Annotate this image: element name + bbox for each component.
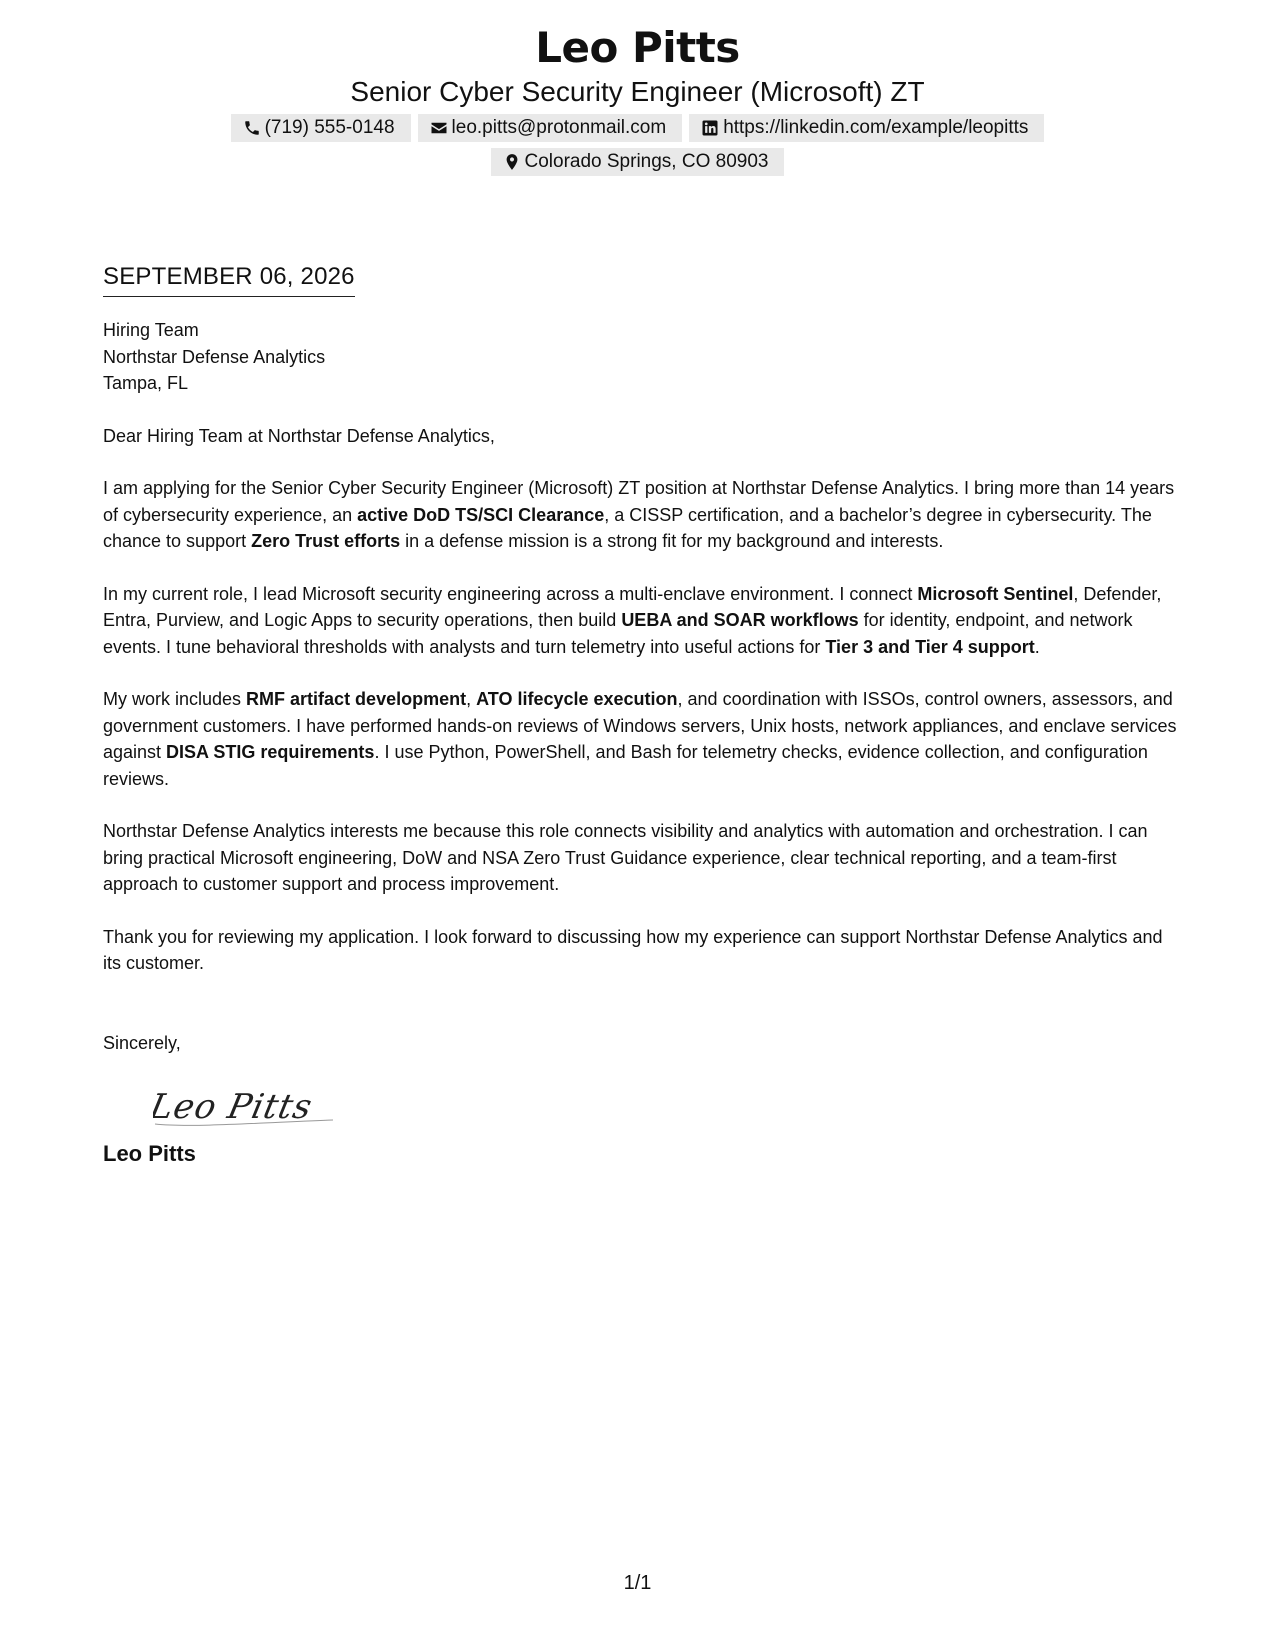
bold-run: UEBA and SOAR workflows — [621, 610, 859, 630]
text-run: I am applying for the Senior Cyber Security Engineer (Microsoft) ZT position at Northstar Defense Analytics. I bring more than 14 years of cybersecurity experience, an — [103, 478, 1175, 525]
signature-image — [153, 1076, 373, 1136]
linkedin-chip[interactable] — [689, 114, 1044, 142]
phone-chip[interactable] — [231, 114, 411, 142]
linkedin-url: https://linkedin.com/example/leopitts — [723, 117, 1029, 138]
text-run: , a CISSP certification, and a bachelor’s degree in cybersecurity. The chance to support — [103, 504, 1152, 551]
text-run: , Defender, Entra, Purview, and Logic Apps to security operations, then build — [103, 583, 1162, 630]
envelope-icon — [430, 119, 448, 137]
text-run: in a defense mission is a strong fit for my background and interests. — [400, 531, 944, 551]
location-text: Colorado Springs, CO 80903 — [524, 151, 769, 172]
bold-run: Tier 3 and Tier 4 support — [825, 636, 1035, 657]
handwritten-signature — [153, 1076, 1183, 1136]
bold-run: DISA STIG requirements — [166, 742, 375, 762]
location-row — [0, 148, 1275, 176]
email-chip[interactable] — [418, 114, 683, 142]
recipient-line: Tampa, FL — [103, 373, 189, 393]
paragraph-4: Northstar Defense Analytics interests me because this role connects visibility and analytics with automation and orchestration. I can bring practical Microsoft engineering, DoW and NSA Zero Trust Guidance experience, clear technical reporting, and a team-first approach to customer support and process improvement. — [103, 821, 1148, 894]
location-chip — [491, 148, 785, 176]
letter-date: SEPTEMBER 06, 2026 — [103, 262, 355, 297]
bold-run: active DoD TS/SCI Clearance — [357, 504, 605, 525]
text-run: . — [1034, 636, 1040, 657]
bold-run: RMF artifact development — [246, 689, 467, 709]
contact-row — [0, 114, 1275, 142]
paragraph-3 — [103, 686, 1183, 792]
letter-body — [103, 262, 1183, 1168]
map-marker-icon — [503, 153, 521, 171]
text-run: My work includes — [103, 689, 247, 709]
signature-text: Leo Pitts — [153, 1087, 317, 1127]
text-run: In my current role, I lead Microsoft security engineering across a multi-enclave environment. I connect — [103, 583, 918, 604]
email-address: leo.pitts@protonmail.com — [451, 117, 667, 138]
text-run: . I use Python, PowerShell, and Bash for telemetry checks, evidence collection, and configuration reviews. — [103, 742, 1148, 789]
text-run: , and coordination with ISSOs, control owners, assessors, and government customers. I have performed hands-on reviews of Windows servers, Unix hosts, network appliances, and enclave services against — [103, 689, 1177, 762]
phone-number: (719) 555-0148 — [264, 117, 395, 138]
recipient-line: Northstar Defense Analytics — [103, 346, 326, 367]
paragraph-5: Thank you for reviewing my application. I look forward to discussing how my experience can support Northstar Defense Analytics and its customer. — [103, 926, 1163, 973]
signer-name: Leo Pitts — [103, 1141, 196, 1166]
text-run: for identity, endpoint, and network events. I tune behavioral thresholds with analysts and turn telemetry into useful actions for — [103, 610, 1133, 657]
phone-icon — [243, 119, 261, 137]
recipient-block — [103, 317, 1183, 397]
paragraph-2 — [103, 581, 1183, 661]
letter-header — [0, 22, 1275, 176]
recipient-line: Hiring Team — [103, 320, 199, 340]
text-run: , — [466, 689, 477, 709]
bold-run: Microsoft Sentinel — [917, 583, 1074, 604]
applicant-name: Leo Pitts — [535, 23, 740, 72]
page-number: 1/1 — [623, 1572, 652, 1594]
bold-run: ATO lifecycle execution — [476, 689, 678, 709]
job-title: Senior Cyber Security Engineer (Microsoft) ZT — [350, 76, 925, 107]
closing: Sincerely, — [103, 1032, 181, 1053]
salutation: Dear Hiring Team at Northstar Defense Analytics, — [103, 425, 495, 446]
bold-run: Zero Trust efforts — [251, 531, 401, 551]
paragraph-1 — [103, 475, 1183, 555]
linkedin-icon — [701, 119, 719, 137]
